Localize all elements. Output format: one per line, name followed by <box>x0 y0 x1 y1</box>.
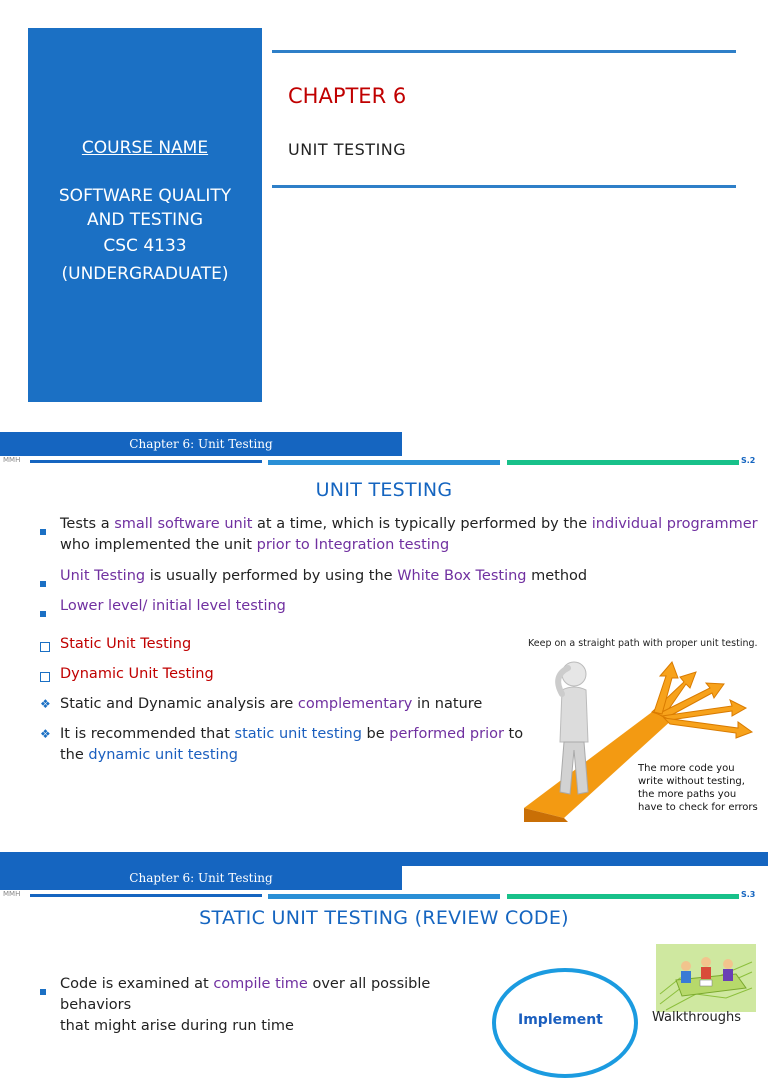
slide-title: STATIC UNIT TESTING (REVIEW CODE) <box>199 907 569 929</box>
divider-line <box>268 460 500 465</box>
highlight: Unit Testing <box>60 568 146 584</box>
illustration-caption: Keep on a straight path with proper unit testing. <box>528 638 758 649</box>
note-line: write without testing, <box>638 776 745 787</box>
divider-line <box>268 894 500 899</box>
bullet-item <box>40 634 520 655</box>
hollow-square-bullet-icon <box>40 672 50 682</box>
bottom-rule <box>272 185 736 188</box>
square-bullet-icon <box>40 611 46 617</box>
text: Lower level/ initial level testing <box>60 598 286 614</box>
bullet-item <box>40 566 760 587</box>
text: Tests a <box>60 516 115 532</box>
text: to <box>503 726 524 742</box>
course-name <box>28 184 262 286</box>
note-line: The more code you <box>638 763 735 774</box>
highlight: prior to Integration testing <box>256 537 450 553</box>
slide-number: S.2 <box>741 456 756 465</box>
course-name-line: AND TESTING <box>86 210 204 230</box>
straight-path-illustration <box>524 632 760 822</box>
text: that might arise during run time <box>60 1018 294 1034</box>
highlight: compile time <box>213 976 308 992</box>
author-tag: MMH <box>3 890 21 898</box>
text: over all possible behaviors <box>60 976 431 1013</box>
divider-line <box>30 460 262 463</box>
note-line: the more paths you <box>638 789 737 800</box>
header-title: Chapter 6: Unit Testing <box>129 871 273 885</box>
bullet-item <box>40 974 500 1037</box>
square-bullet-icon <box>40 581 46 587</box>
chapter-title: CHAPTER 6 <box>288 84 407 108</box>
divider-line <box>507 460 739 465</box>
text: the <box>60 747 89 763</box>
bullet-item <box>40 694 520 715</box>
course-panel <box>28 28 262 402</box>
implement-label: Implement <box>518 1012 603 1028</box>
slide-title: UNIT TESTING <box>315 479 453 501</box>
text: is usually performed by using the <box>145 568 398 584</box>
diamond-bullet-icon: ❖ <box>40 727 51 741</box>
diamond-bullet-icon: ❖ <box>40 697 51 711</box>
walkthroughs-label: Walkthroughs <box>652 1010 741 1025</box>
slide-number: S.3 <box>741 890 756 899</box>
header-title: Chapter 6: Unit Testing <box>129 437 273 451</box>
highlight: small software unit <box>114 516 253 532</box>
bullet-item <box>40 514 760 556</box>
text: Static and Dynamic analysis are <box>60 696 298 712</box>
bullet-item <box>40 596 760 617</box>
text: be <box>361 726 390 742</box>
divider-line <box>507 894 739 899</box>
highlight: performed prior <box>389 726 504 742</box>
highlight: dynamic unit testing <box>88 747 238 763</box>
highlight: complementary <box>297 696 413 712</box>
note-line: have to check for errors <box>638 802 758 813</box>
title-slide <box>0 0 768 420</box>
divider-line <box>30 894 262 897</box>
hollow-square-bullet-icon <box>40 642 50 652</box>
square-bullet-icon <box>40 529 46 535</box>
highlight: White Box Testing <box>397 568 527 584</box>
walkthrough-meeting-icon <box>656 944 756 1012</box>
chapter-subtitle: UNIT TESTING <box>288 140 407 159</box>
text: in nature <box>412 696 483 712</box>
text: at a time, which is typically performed by the <box>252 516 592 532</box>
bullet-item <box>40 664 520 685</box>
text: Dynamic Unit Testing <box>60 666 214 682</box>
course-name-line: CSC 4133 <box>103 236 187 256</box>
highlight: static unit testing <box>234 726 362 742</box>
text: who implemented the unit <box>60 537 257 553</box>
slide-header <box>0 432 768 464</box>
text: It is recommended that <box>60 726 235 742</box>
text: method <box>526 568 588 584</box>
illustration-note <box>638 762 758 814</box>
header-band <box>0 852 768 866</box>
text: Static Unit Testing <box>60 636 192 652</box>
top-rule <box>272 50 736 53</box>
course-name-line: (UNDERGRADUATE) <box>61 264 229 284</box>
course-name-line: SOFTWARE QUALITY <box>58 186 232 206</box>
highlight: individual programmer <box>591 516 758 532</box>
slide-header <box>0 866 768 898</box>
square-bullet-icon <box>40 989 46 995</box>
bullet-item <box>40 724 530 766</box>
course-label: COURSE NAME <box>81 138 209 158</box>
text: Code is examined at <box>60 976 214 992</box>
author-tag: MMH <box>3 456 21 464</box>
